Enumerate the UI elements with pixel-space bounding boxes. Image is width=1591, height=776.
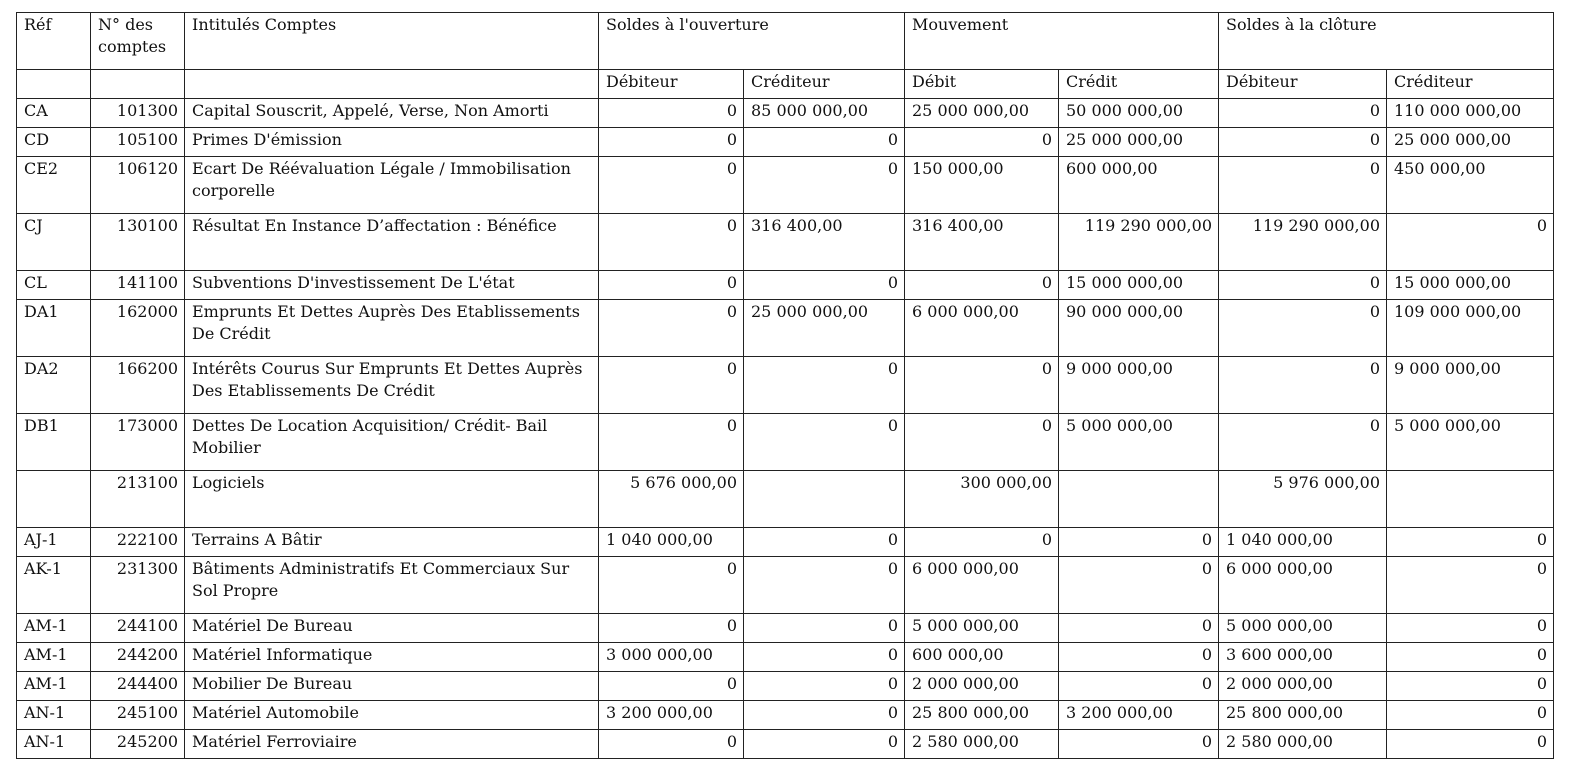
cell-movement-credit: 50 000 000,00 (1059, 99, 1219, 128)
header-empty (185, 70, 599, 99)
cell-label: Dettes De Location Acquisition/ Crédit- Bail Mobilier (185, 414, 599, 471)
cell-label: Matériel Ferroviaire (185, 730, 599, 759)
table-row (17, 614, 1554, 643)
cell-closing-credit: 0 (1387, 614, 1554, 643)
cell-movement-credit: 0 (1059, 614, 1219, 643)
cell-movement-debit: 300 000,00 (905, 471, 1059, 528)
cell-opening-credit: 0 (744, 672, 905, 701)
table-row (17, 672, 1554, 701)
cell-opening-debit: 0 (599, 214, 744, 271)
cell-closing-credit: 5 000 000,00 (1387, 414, 1554, 471)
cell-opening-credit: 0 (744, 357, 905, 414)
cell-opening-debit: 0 (599, 557, 744, 614)
cell-closing-credit: 0 (1387, 528, 1554, 557)
cell-opening-credit: 0 (744, 614, 905, 643)
cell-closing-credit: 0 (1387, 701, 1554, 730)
cell-movement-debit: 316 400,00 (905, 214, 1059, 271)
cell-label: Matériel Automobile (185, 701, 599, 730)
cell-ref: AM-1 (17, 643, 91, 672)
cell-movement-debit: 6 000 000,00 (905, 300, 1059, 357)
table-row (17, 701, 1554, 730)
cell-account: 245200 (91, 730, 185, 759)
cell-opening-credit: 0 (744, 730, 905, 759)
cell-closing-debit: 2 580 000,00 (1219, 730, 1387, 759)
cell-label: Subventions D'investissement De L'état (185, 271, 599, 300)
cell-label: Résultat En Instance D’affectation : Bénéfice (185, 214, 599, 271)
cell-closing-credit: 0 (1387, 672, 1554, 701)
cell-movement-debit: 2 580 000,00 (905, 730, 1059, 759)
cell-account: 162000 (91, 300, 185, 357)
cell-opening-credit: 25 000 000,00 (744, 300, 905, 357)
header-opening-debit: Débiteur (599, 70, 744, 99)
cell-opening-credit (744, 471, 905, 528)
cell-account: 244100 (91, 614, 185, 643)
cell-ref: CD (17, 128, 91, 157)
cell-movement-debit: 0 (905, 357, 1059, 414)
cell-closing-debit: 3 600 000,00 (1219, 643, 1387, 672)
cell-closing-debit: 25 800 000,00 (1219, 701, 1387, 730)
cell-label: Bâtiments Administratifs Et Commerciaux Sur Sol Propre (185, 557, 599, 614)
header-opening-balance: Soldes à l'ouverture (599, 13, 905, 70)
cell-label: Matériel De Bureau (185, 614, 599, 643)
header-label: Intitulés Comptes (185, 13, 599, 70)
cell-account: 244400 (91, 672, 185, 701)
cell-movement-credit: 15 000 000,00 (1059, 271, 1219, 300)
cell-closing-credit: 15 000 000,00 (1387, 271, 1554, 300)
cell-movement-credit: 90 000 000,00 (1059, 300, 1219, 357)
cell-label: Ecart De Réévaluation Légale / Immobilisation corporelle (185, 157, 599, 214)
cell-account: 173000 (91, 414, 185, 471)
cell-movement-credit: 0 (1059, 730, 1219, 759)
table-row (17, 214, 1554, 271)
cell-label: Mobilier De Bureau (185, 672, 599, 701)
cell-opening-credit: 0 (744, 157, 905, 214)
trial-balance-table (16, 12, 1554, 759)
table-row (17, 357, 1554, 414)
header-movement: Mouvement (905, 13, 1219, 70)
header-row-top (17, 13, 1554, 70)
header-closing-balance: Soldes à la clôture (1219, 13, 1554, 70)
cell-label: Terrains A Bâtir (185, 528, 599, 557)
header-account-no: N° des comptes (91, 13, 185, 70)
header-empty (17, 70, 91, 99)
cell-closing-credit: 0 (1387, 643, 1554, 672)
cell-ref: AJ-1 (17, 528, 91, 557)
cell-label: Capital Souscrit, Appelé, Verse, Non Amorti (185, 99, 599, 128)
cell-closing-debit: 5 000 000,00 (1219, 614, 1387, 643)
cell-movement-credit: 119 290 000,00 (1059, 214, 1219, 271)
cell-ref: CA (17, 99, 91, 128)
header-empty (91, 70, 185, 99)
cell-movement-debit: 6 000 000,00 (905, 557, 1059, 614)
cell-closing-debit: 0 (1219, 357, 1387, 414)
cell-movement-credit: 0 (1059, 528, 1219, 557)
cell-account: 166200 (91, 357, 185, 414)
cell-label: Intérêts Courus Sur Emprunts Et Dettes Auprès Des Etablissements De Crédit (185, 357, 599, 414)
cell-closing-debit: 0 (1219, 414, 1387, 471)
cell-account: 106120 (91, 157, 185, 214)
cell-ref: CJ (17, 214, 91, 271)
table-row (17, 271, 1554, 300)
cell-opening-debit: 0 (599, 357, 744, 414)
cell-opening-debit: 0 (599, 300, 744, 357)
cell-movement-debit: 0 (905, 128, 1059, 157)
cell-opening-credit: 0 (744, 128, 905, 157)
cell-closing-credit: 450 000,00 (1387, 157, 1554, 214)
cell-movement-debit: 0 (905, 271, 1059, 300)
cell-closing-debit: 119 290 000,00 (1219, 214, 1387, 271)
table-row (17, 471, 1554, 528)
cell-opening-credit: 0 (744, 643, 905, 672)
cell-movement-debit: 5 000 000,00 (905, 614, 1059, 643)
cell-account: 231300 (91, 557, 185, 614)
table-row (17, 99, 1554, 128)
cell-account: 141100 (91, 271, 185, 300)
cell-label: Matériel Informatique (185, 643, 599, 672)
cell-movement-credit: 9 000 000,00 (1059, 357, 1219, 414)
table-row (17, 557, 1554, 614)
table-row (17, 157, 1554, 214)
cell-opening-debit: 0 (599, 614, 744, 643)
cell-label: Logiciels (185, 471, 599, 528)
cell-movement-debit: 600 000,00 (905, 643, 1059, 672)
cell-ref: DA1 (17, 300, 91, 357)
cell-closing-debit: 6 000 000,00 (1219, 557, 1387, 614)
header-row-sub (17, 70, 1554, 99)
cell-account: 222100 (91, 528, 185, 557)
cell-movement-credit: 0 (1059, 672, 1219, 701)
cell-opening-debit: 0 (599, 157, 744, 214)
cell-label: Emprunts Et Dettes Auprès Des Etablissements De Crédit (185, 300, 599, 357)
cell-ref (17, 471, 91, 528)
cell-opening-credit: 316 400,00 (744, 214, 905, 271)
cell-movement-credit (1059, 471, 1219, 528)
header-opening-credit: Créditeur (744, 70, 905, 99)
cell-ref: AN-1 (17, 730, 91, 759)
cell-ref: DA2 (17, 357, 91, 414)
cell-closing-credit: 0 (1387, 730, 1554, 759)
cell-opening-credit: 0 (744, 557, 905, 614)
cell-movement-credit: 0 (1059, 643, 1219, 672)
cell-closing-credit: 109 000 000,00 (1387, 300, 1554, 357)
table-row (17, 414, 1554, 471)
cell-opening-debit: 3 000 000,00 (599, 643, 744, 672)
cell-account: 130100 (91, 214, 185, 271)
table-row (17, 528, 1554, 557)
table-row (17, 300, 1554, 357)
cell-movement-credit: 600 000,00 (1059, 157, 1219, 214)
cell-closing-debit: 0 (1219, 300, 1387, 357)
cell-ref: CL (17, 271, 91, 300)
header-ref: Réf (17, 13, 91, 70)
cell-movement-debit: 25 000 000,00 (905, 99, 1059, 128)
cell-opening-debit: 0 (599, 271, 744, 300)
cell-opening-credit: 85 000 000,00 (744, 99, 905, 128)
cell-opening-credit: 0 (744, 528, 905, 557)
cell-opening-debit: 1 040 000,00 (599, 528, 744, 557)
cell-closing-debit: 2 000 000,00 (1219, 672, 1387, 701)
cell-closing-credit: 0 (1387, 557, 1554, 614)
cell-closing-credit: 0 (1387, 214, 1554, 271)
cell-opening-debit: 0 (599, 730, 744, 759)
cell-label: Primes D'émission (185, 128, 599, 157)
cell-opening-debit: 0 (599, 128, 744, 157)
cell-movement-debit: 2 000 000,00 (905, 672, 1059, 701)
header-movement-debit: Débit (905, 70, 1059, 99)
cell-opening-debit: 0 (599, 672, 744, 701)
cell-movement-credit: 5 000 000,00 (1059, 414, 1219, 471)
cell-ref: DB1 (17, 414, 91, 471)
cell-ref: AM-1 (17, 672, 91, 701)
table-row (17, 730, 1554, 759)
cell-movement-debit: 25 800 000,00 (905, 701, 1059, 730)
cell-opening-credit: 0 (744, 271, 905, 300)
cell-closing-debit: 0 (1219, 271, 1387, 300)
cell-account: 101300 (91, 99, 185, 128)
header-closing-debit: Débiteur (1219, 70, 1387, 99)
cell-opening-credit: 0 (744, 414, 905, 471)
cell-account: 105100 (91, 128, 185, 157)
cell-account: 213100 (91, 471, 185, 528)
header-movement-credit: Crédit (1059, 70, 1219, 99)
cell-opening-credit: 0 (744, 701, 905, 730)
cell-closing-credit: 110 000 000,00 (1387, 99, 1554, 128)
cell-closing-credit (1387, 471, 1554, 528)
cell-ref: AK-1 (17, 557, 91, 614)
header-closing-credit: Créditeur (1387, 70, 1554, 99)
cell-movement-debit: 0 (905, 528, 1059, 557)
cell-closing-debit: 5 976 000,00 (1219, 471, 1387, 528)
cell-closing-debit: 1 040 000,00 (1219, 528, 1387, 557)
cell-movement-credit: 25 000 000,00 (1059, 128, 1219, 157)
cell-opening-debit: 0 (599, 99, 744, 128)
cell-movement-debit: 0 (905, 414, 1059, 471)
cell-opening-debit: 3 200 000,00 (599, 701, 744, 730)
cell-closing-credit: 9 000 000,00 (1387, 357, 1554, 414)
cell-opening-debit: 0 (599, 414, 744, 471)
cell-closing-debit: 0 (1219, 128, 1387, 157)
cell-ref: AN-1 (17, 701, 91, 730)
cell-closing-debit: 0 (1219, 99, 1387, 128)
cell-ref: CE2 (17, 157, 91, 214)
cell-movement-credit: 0 (1059, 557, 1219, 614)
table-row (17, 643, 1554, 672)
table-row (17, 128, 1554, 157)
cell-account: 244200 (91, 643, 185, 672)
cell-movement-credit: 3 200 000,00 (1059, 701, 1219, 730)
cell-movement-debit: 150 000,00 (905, 157, 1059, 214)
cell-closing-credit: 25 000 000,00 (1387, 128, 1554, 157)
cell-opening-debit: 5 676 000,00 (599, 471, 744, 528)
cell-account: 245100 (91, 701, 185, 730)
cell-ref: AM-1 (17, 614, 91, 643)
cell-closing-debit: 0 (1219, 157, 1387, 214)
